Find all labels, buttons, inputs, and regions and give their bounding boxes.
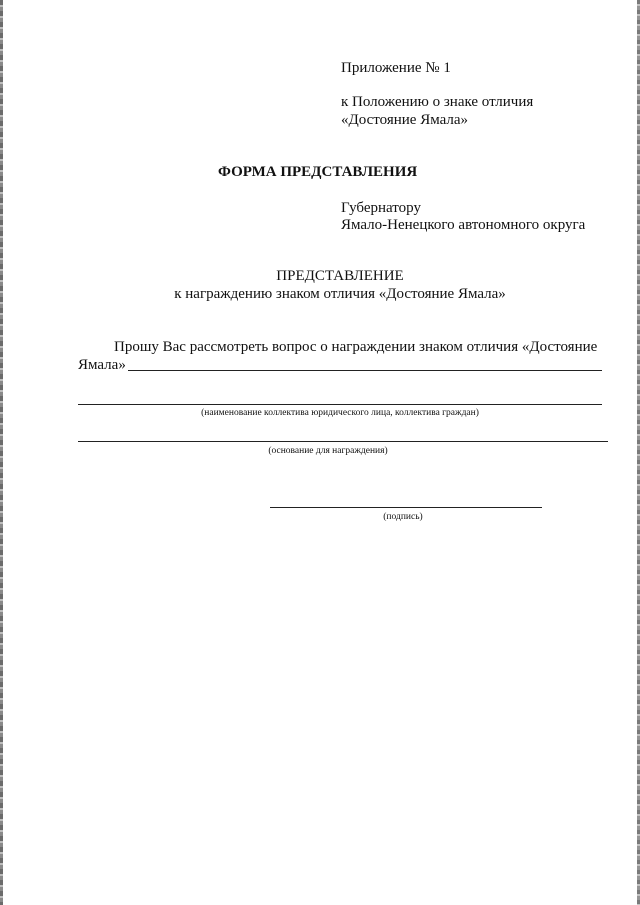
addressee-line-1: Губернатору — [341, 200, 421, 216]
appendix-number: Приложение № 1 — [341, 60, 451, 76]
request-text-line-1: Прошу Вас рассмотреть вопрос о награждении знаком отличия «Достояние — [114, 339, 598, 355]
document-subtitle: к награждению знаком отличия «Достояние Ямала» — [174, 286, 506, 302]
regulation-reference-line-1: к Положению о знаке отличия — [341, 94, 534, 110]
document-title: ПРЕДСТАВЛЕНИЕ — [276, 268, 404, 284]
award-basis-field-line[interactable] — [78, 441, 608, 442]
regulation-reference-line-2: «Достояние Ямала» — [341, 112, 469, 128]
collective-name-caption: (наименование коллектива юридического лица, коллектива граждан) — [201, 408, 479, 418]
form-title: ФОРМА ПРЕДСТАВЛЕНИЯ — [218, 164, 418, 180]
collective-name-field-line-2[interactable] — [78, 404, 602, 405]
request-text-line-2: Ямала» — [78, 357, 126, 373]
award-basis-caption: (основание для награждения) — [268, 446, 388, 456]
collective-name-field-line-1[interactable] — [128, 370, 602, 371]
signature-caption: (подпись) — [383, 512, 423, 522]
signature-field-line[interactable] — [270, 507, 542, 508]
scan-edge-left — [0, 0, 3, 905]
addressee-line-2: Ямало-Ненецкого автономного округа — [341, 217, 586, 233]
